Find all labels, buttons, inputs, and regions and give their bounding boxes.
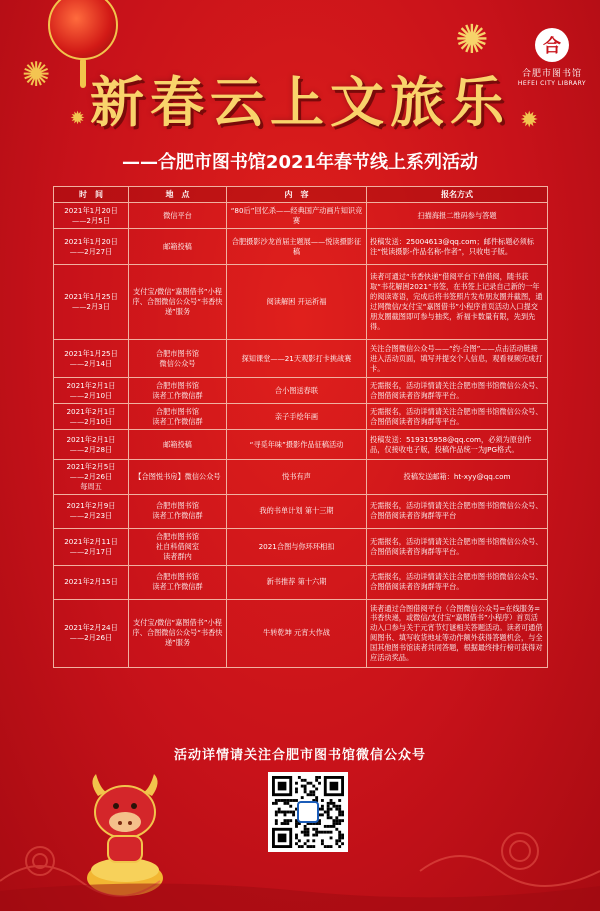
table-row <box>54 494 548 528</box>
cell-content: 合小图送春联 <box>227 378 367 404</box>
cell-content: “寻觅年味”摄影作品征稿活动 <box>227 430 367 460</box>
cell-place: 合肥市图书馆 读者工作微信群 <box>129 404 227 430</box>
cell-time: 2021年2月1日 ——2月10日 <box>54 378 129 404</box>
library-logo-name-en: HEFEI CITY LIBRARY <box>517 80 587 87</box>
cell-content: 亲子手绘年画 <box>227 404 367 430</box>
activity-schedule-table <box>53 186 548 668</box>
firework-icon: ✺ <box>455 17 489 63</box>
cell-signup: 读者通过合图借阅平台（合图微信公众号=在线服务=书香快递，或微信/支付宝“嘉图借书”小程序）首页活动入口参与关于元宵节灯谜相关答题活动。读者可通借阅图书、填写收货地址等动作额外获得答题机会，与全国其他图书馆读者共同答题，根据最终排行榜可获得对应活动奖品。 <box>367 599 548 667</box>
cell-place: 邮箱投稿 <box>129 430 227 460</box>
auspicious-cloud-decoration <box>0 791 600 911</box>
table-row <box>54 460 548 495</box>
cell-signup: 关注合图微信公众号——“约·合图”——点击活动链接进入活动页面，填写并提交个人信息，观看视频完成打卡。 <box>367 340 548 378</box>
cell-signup: 投稿发送邮箱：ht-xyy@qq.com <box>367 460 548 495</box>
cell-content: 牛转乾坤 元宵大作战 <box>227 599 367 667</box>
column-header-signup: 报名方式 <box>367 187 548 203</box>
firework-icon: ✹ <box>520 108 539 133</box>
table-row <box>54 430 548 460</box>
footer-note: 活动详情请关注合肥市图书馆微信公众号 <box>173 748 426 763</box>
table-row <box>54 340 548 378</box>
cell-content: 阅读解困 开运祈福 <box>227 265 367 340</box>
lantern-decoration <box>48 0 118 60</box>
cell-content: 合肥摄影沙龙首届主题展——悦读摄影征稿 <box>227 229 367 265</box>
column-header-place: 地 点 <box>129 187 227 203</box>
cell-signup: 无需报名，活动详情请关注合肥市图书馆微信公众号、合图借阅读者咨询群等平台。 <box>367 565 548 599</box>
cell-time: 2021年2月24日 ——2月26日 <box>54 599 129 667</box>
cell-place: 支付宝/微信“嘉图借书”小程序、合图微信公众号“书香快递”服务 <box>129 265 227 340</box>
table-header-row <box>54 187 548 203</box>
cell-place: 合肥市图书馆 微信公众号 <box>129 340 227 378</box>
cell-signup: 无需报名，活动详情请关注合肥市图书馆微信公众号、合图借阅读者咨询群等平台。 <box>367 378 548 404</box>
firework-icon: ✹ <box>70 108 86 129</box>
cell-time: 2021年2月11日 ——2月17日 <box>54 528 129 565</box>
column-header-time: 时 间 <box>54 187 129 203</box>
cell-time: 2021年2月15日 <box>54 565 129 599</box>
library-logo-name: 合肥市图书馆 <box>521 69 582 79</box>
table-row <box>54 203 548 229</box>
cell-time: 2021年1月25日 ——2月14日 <box>54 340 129 378</box>
table-row <box>54 528 548 565</box>
table-row <box>54 404 548 430</box>
cell-place: 【合图悦书房】微信公众号 <box>129 460 227 495</box>
cell-signup: 无需报名，活动详情请关注合肥市图书馆微信公众号、合图借阅读者咨询群等平台 <box>367 494 548 528</box>
cell-content: 新书推荐 第十六期 <box>227 565 367 599</box>
cell-content: “80后”回忆杀——经典国产动画片知识竞赛 <box>227 203 367 229</box>
cell-signup: 无需报名，活动详情请关注合肥市图书馆微信公众号、合图借阅读者咨询群等平台。 <box>367 528 548 565</box>
cell-time: 2021年2月1日 ——2月28日 <box>54 430 129 460</box>
cell-content: 探知课堂——21天观影打卡挑战赛 <box>227 340 367 378</box>
cell-place: 微信平台 <box>129 203 227 229</box>
cell-time: 2021年1月25日 ——2月3日 <box>54 265 129 340</box>
cell-content: 2021合图与你环环相扣 <box>227 528 367 565</box>
poster-title: 新春云上文旅乐 <box>90 70 510 134</box>
table-row <box>54 378 548 404</box>
cell-place: 合肥市图书馆 读者工作微信群 <box>129 494 227 528</box>
cell-signup: 扫描海报二维码参与答题 <box>367 203 548 229</box>
cell-signup: 无需报名，活动详情请关注合肥市图书馆微信公众号、合图借阅读者咨询群等平台。 <box>367 404 548 430</box>
table-row <box>54 565 548 599</box>
table-row <box>54 599 548 667</box>
cell-time: 2021年2月1日 ——2月10日 <box>54 404 129 430</box>
firework-icon: ✺ <box>22 55 51 95</box>
poster-subtitle: ——合肥市图书馆2021年春节线上系列活动 <box>121 152 479 173</box>
cell-place: 支付宝/微信“嘉图借书”小程序、合图微信公众号“书香快递”服务 <box>129 599 227 667</box>
cell-place: 合肥市图书馆 社自科借阅室 读者群内 <box>129 528 227 565</box>
cell-signup: 投稿发送：519315958@qq.com，必须为原创作品，仅接收电子版，投稿作品统一为JPG格式。 <box>367 430 548 460</box>
cell-place: 合肥市图书馆 读者工作微信群 <box>129 378 227 404</box>
cell-signup: 投稿发送：25004613@qq.com；邮件标题必须标注“悦读摄影-作品名称-作者”，只收电子版。 <box>367 229 548 265</box>
cell-time: 2021年1月20日 ——2月5日 <box>54 203 129 229</box>
cell-signup: 读者可通过“书香快递”借阅平台下单借阅，随书获取“书花解困2021”书签，在书签上记录自己新的一年的阅读寄语，完成后将书签照片发布朋友圈并截图，通过网微信/支付宝“嘉图借书”小程序首页活动入口提交朋友圈截图即可参与抽奖，祈福卡数量有限，先到先得。 <box>367 265 548 340</box>
cell-time: 2021年2月9日 ——2月23日 <box>54 494 129 528</box>
table-row <box>54 265 548 340</box>
column-header-content: 内 容 <box>227 187 367 203</box>
cell-time: 2021年2月5日 ——2月26日 每周五 <box>54 460 129 495</box>
table-body <box>54 203 548 668</box>
table-row <box>54 229 548 265</box>
cell-time: 2021年1月20日 ——2月27日 <box>54 229 129 265</box>
cell-content: 悦书有声 <box>227 460 367 495</box>
cell-content: 我的书单计划 第十三期 <box>227 494 367 528</box>
library-logo-mark: 合 <box>535 28 569 62</box>
cell-place: 合肥市图书馆 读者工作微信群 <box>129 565 227 599</box>
cell-place: 邮箱投稿 <box>129 229 227 265</box>
